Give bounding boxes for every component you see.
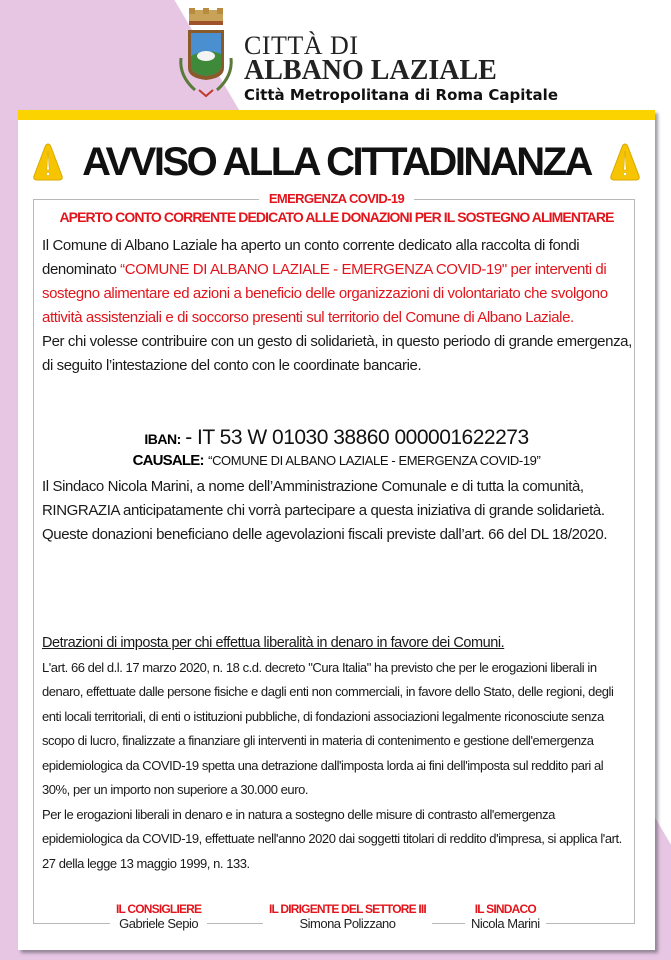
signature-role: IL CONSIGLIERE	[116, 902, 202, 916]
intro-paragraph	[42, 234, 634, 378]
bank-details	[18, 426, 655, 470]
causale-value: “COMUNE DI ALBANO LAZIALE - EMERGENZA COVID-19”	[208, 453, 541, 468]
contribute-text: Per chi volesse contribuire con un gesto di solidarietà, in questo periodo di grande emergenza, di seguito l’intestazione del conto con le coordinate bancarie.	[42, 333, 632, 374]
title-row	[18, 132, 655, 192]
signatures	[18, 902, 655, 952]
thanks-paragraph	[42, 475, 634, 547]
subheading	[18, 190, 655, 208]
iban-label: IBAN:	[144, 431, 181, 447]
signature-councillor	[110, 902, 207, 931]
signature-name: Gabriele Sepio	[119, 916, 199, 931]
warning-icon	[609, 142, 641, 182]
city-header	[244, 31, 644, 106]
headline: APERTO CONTO CORRENTE DEDICATO ALLE DONAZIONI PER IL SOSTEGNO ALIMENTARE	[59, 209, 614, 225]
deduction-paragraph-2: Per le erogazioni liberali in denaro e in natura a sostegno delle misure di contrasto all'emergenza epidemiologica da COVID-19, effettuate nell'anno 2020 dai soggetti titolari di reddito d'impresa, si applica l'art. 27 della legge 13 maggio 1999, n. 133.	[42, 806, 622, 871]
deduction-paragraph-1: L'art. 66 del d.l. 17 marzo 2020, n. 18 c.d. decreto "Cura Italia" ha previsto che per le erogazioni liberali in denaro, effettuate dalle persone fisiche e dagli enti non commerciali, in favore dello Stato, delle regioni, degli enti locali territoriali, di enti o istituzioni pubbliche, di fondazioni associazioni legalmente riconosciute senza scopo di lucro, finalizzate a finanziare gli interventi in materia di contenimento e gestione dell'emergenza epidemiologica da COVID-19 spetta una detrazione dall'imposta lorda ai fini dell'imposta sul reddito pari al 30%, per un importo non superiore a 30.000 euro.	[42, 659, 614, 797]
deduction-title: Detrazioni di imposta per chi effettua liberalità in denaro in favore dei Comuni.	[42, 635, 505, 651]
signature-name: Nicola Marini	[471, 916, 540, 931]
signature-role: IL SINDACO	[474, 902, 536, 916]
notice-title: AVVISO ALLA CITTADINANZA	[82, 139, 591, 184]
city-prefix: CITTÀ DI	[244, 31, 359, 60]
tax-note-text: Queste donazioni beneficiano delle agevolazioni fiscali previste dall’art. 66 del DL 18/2020.	[42, 526, 608, 543]
deduction-section	[42, 631, 634, 876]
subheading-text: EMERGENZA COVID-19	[259, 191, 414, 206]
metro-city: Città Metropolitana di Roma Capitale	[244, 86, 558, 104]
thanks-text: Il Sindaco Nicola Marini, a nome dell’Amministrazione Comunale e di tutta la comunità, RINGRAZIA anticipatamente chi vorrà partecipare a questa iniziativa di grande solidarietà.	[42, 478, 605, 519]
intro-text: Il Comune di Albano Laziale ha aperto un conto corrente dedicato alla raccolta di fondi denominato	[42, 237, 580, 278]
notice-card	[18, 110, 655, 950]
warning-icon	[32, 142, 64, 182]
signature-mayor	[465, 902, 546, 931]
iban-value: - IT 53 W 01030 38860 000001622273	[185, 426, 529, 449]
signature-director	[263, 902, 432, 931]
coat-of-arms-icon	[175, 8, 237, 100]
signature-role: IL DIRIGENTE DEL SETTORE III	[269, 902, 426, 916]
intro-red-text: “COMUNE DI ALBANO LAZIALE - EMERGENZA COVID-19" per interventi di sostegno alimentare ed azioni a beneficio delle organizzazioni di volontariato che svolgono attività assistenziali e di soccorso presenti sul territorio del Comune di Albano Laziale.	[42, 261, 608, 326]
signature-name: Simona Polizzano	[299, 916, 396, 931]
causale-label: CAUSALE:	[132, 452, 204, 469]
city-name: ALBANO LAZIALE	[244, 55, 497, 86]
